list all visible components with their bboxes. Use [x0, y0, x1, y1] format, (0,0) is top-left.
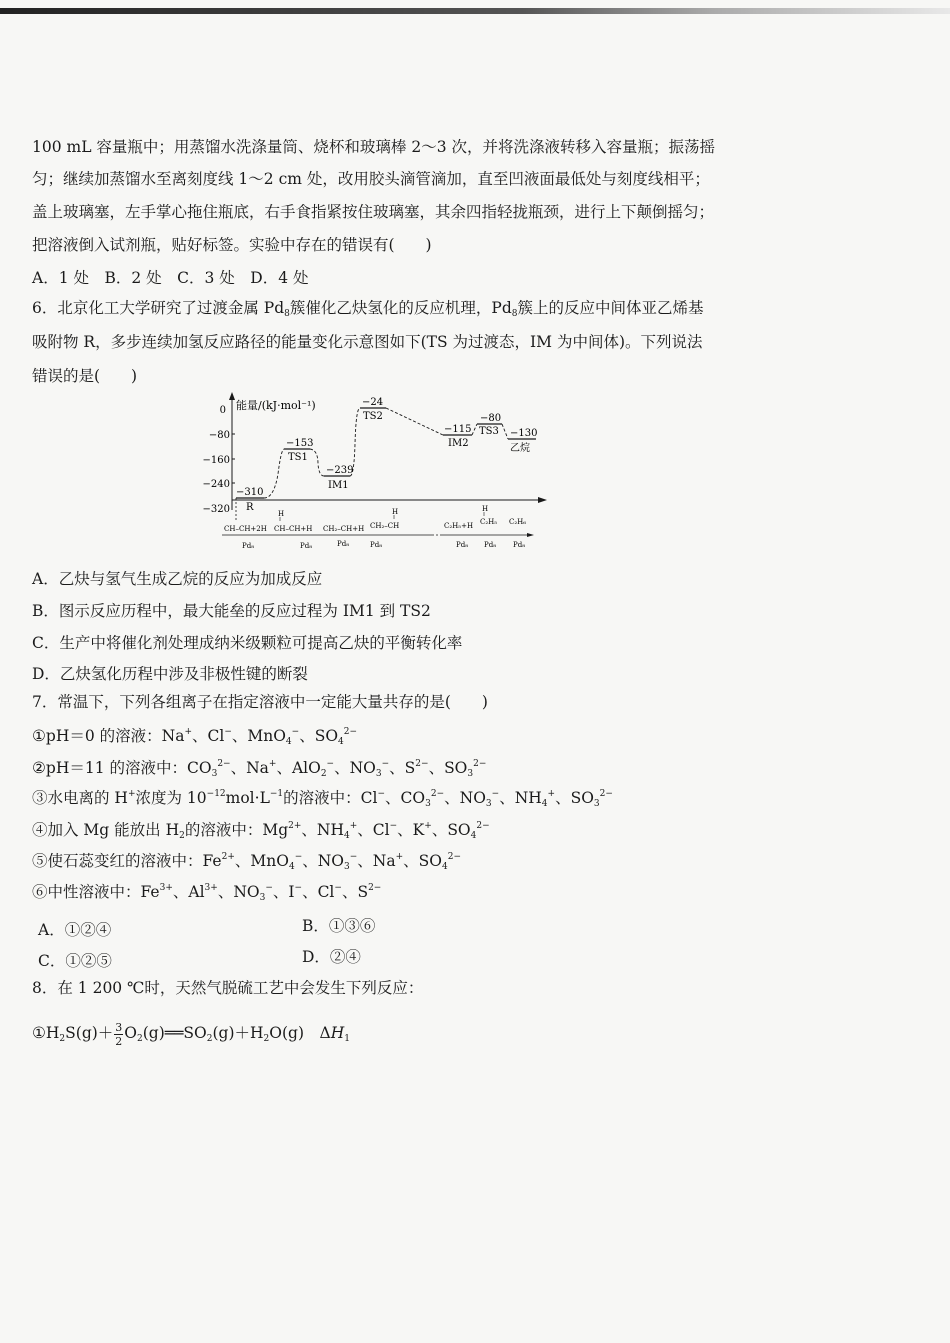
q5-line-4: 把溶液倒入试剂瓶，贴好标签。实验中存在的错误有( ): [32, 236, 432, 254]
ytick-minus160: −160: [202, 455, 230, 466]
q7-stem: 7．常温下，下列各组离子在指定溶液中一定能大量共存的是( ): [32, 693, 488, 711]
value-TS1: −153: [286, 438, 314, 449]
fraction-three-halves: $\frac{3}{2}$: [115, 1020, 123, 1048]
catalyst-7: Pd₈: [513, 541, 525, 549]
q7-option-a: A．①②④: [38, 921, 112, 939]
name-IM1: IM1: [328, 480, 349, 491]
species-7: C₂H₆: [509, 518, 527, 526]
value-IM1: −239: [326, 465, 354, 476]
y-axis-arrow: [229, 392, 235, 400]
species-3: CH₂–CH+H: [323, 525, 365, 533]
q6-stem-line-2: 吸附物 R，多步连续加氢反应路径的能量变化示意图如下(TS 为过渡态，IM 为中间体)。下列说法: [32, 333, 703, 351]
q6-option-a: A．乙炔与氢气生成乙烷的反应为加成反应: [32, 570, 323, 588]
name-IM2: IM2: [448, 438, 469, 449]
q6-option-b: B．图示反应历程中，最大能垒的反应过程为 IM1 到 TS2: [32, 602, 431, 620]
q8-reaction-1: $①H_2S(g)+$ $\frac{3}{2}$ $O_2(g)══SO_2(g)+H_2O(g)$ $\Delta H_1$: [32, 1020, 350, 1048]
species-5: C₂H₅+H: [444, 522, 474, 530]
name-TS2: TS2: [363, 411, 383, 422]
scan-top-border: [0, 8, 950, 14]
value-TS2: −24: [362, 397, 384, 408]
q8-stem: 8．在 1 200 ℃时，天然气脱硫工艺中会发生下列反应：: [32, 979, 424, 997]
ytick-minus80: −80: [208, 430, 230, 441]
y-axis-label: 能量/(kJ·mol⁻¹): [236, 399, 316, 412]
q7-item-4: ④加入 Mg 能放出 $H_2$的溶液中：$Mg^{2+}$、$NH_4^+$、Cl−、K+、$SO_4^{2-}$: [32, 821, 490, 841]
q7-option-c: C．①②⑤: [38, 952, 112, 970]
q6-stem-line-3: 错误的是( ): [32, 367, 138, 385]
q7-item-1: ①pH＝0 的溶液：Na+、Cl−、MnO$_4$−、$SO_4^{2-}$: [32, 727, 358, 747]
catalyst-2: Pd₈: [300, 542, 312, 550]
h-mark-3: H: [482, 505, 489, 513]
q7-item-2: ②pH＝11 的溶液中：$CO_3^{2-}$、Na+、AlO$_2$−、$NO_3^-$、$S^{2-}$、$SO_3^{2-}$: [32, 759, 487, 779]
energy-profile-diagram: [200, 390, 560, 552]
q6-stem-line-1: 6．北京化工大学研究了过渡金属 $Pd_8$簇催化乙炔氢化的反应机理，$Pd_8$簇上的反应中间体亚乙烯基: [32, 299, 704, 319]
catalyst-5: Pd₈: [456, 541, 468, 549]
q7-item-5: ⑤使石蕊变红的溶液中：$Fe^{2+}$、MnO$_4$−、$NO_3^-$、Na+、$SO_4^{2-}$: [32, 852, 461, 872]
q5-line-1: 100 mL 容量瓶中；用蒸馏水洗涤量筒、烧杯和玻璃棒 2～3 次，并将洗涤液转移入容量瓶；振荡摇: [32, 138, 716, 156]
species-2: CH–CH+H: [274, 525, 313, 533]
value-IM2: −115: [444, 424, 472, 435]
catalyst-6: Pd₈: [484, 541, 496, 549]
ytick-minus240: −240: [202, 479, 230, 490]
h-mark-1: H: [278, 510, 285, 518]
value-ethane: −130: [510, 428, 538, 439]
ytick-minus320: −320: [202, 504, 230, 515]
q5-line-2: 匀；继续加蒸馏水至离刻度线 1～2 cm 处，改用胶头滴管滴加，直至凹液面最低处与刻度线相平；: [32, 170, 710, 188]
name-R: R: [246, 502, 254, 513]
q6-option-d: D．乙炔氢化历程中涉及非极性键的断裂: [32, 665, 308, 683]
ytick-0: 0: [219, 405, 226, 416]
h-mark-2: H: [392, 508, 399, 516]
catalyst-4: Pd₈: [370, 541, 382, 549]
name-ethane: 乙烷: [510, 443, 530, 454]
catalyst-3: Pd₈: [337, 540, 349, 548]
species-4: CH₂–CH: [370, 522, 400, 530]
value-TS3: −80: [480, 413, 502, 424]
species-1: CH–CH+2H: [224, 525, 267, 533]
value-R: −310: [236, 487, 264, 498]
q6-option-c: C．生产中将催化剂处理成纳米级颗粒可提高乙炔的平衡转化率: [32, 634, 463, 652]
q7-option-b: B．①③⑥: [302, 917, 376, 935]
name-TS1: TS1: [288, 452, 308, 463]
q7-item-3: ③水电离的 H+浓度为 $10^{-12}mol\cdot L^{-1}$的溶液中：Cl−、$CO_3^{2-}$、$NO_3^-$、$NH_4^+$、$SO_3^{2-}$: [32, 789, 613, 809]
q7-item-6: ⑥中性溶液中：$Fe^{3+}$、$Al^{3+}$、$NO_3^-$、I−、Cl−、$S^{2-}$: [32, 883, 382, 903]
name-TS3: TS3: [479, 426, 499, 437]
catalyst-1: Pd₈: [242, 542, 254, 550]
x-axis-arrow: [538, 497, 547, 503]
q7-option-d: D．②④: [302, 948, 361, 966]
q5-line-3: 盖上玻璃塞，左手掌心拖住瓶底，右手食指紧按住玻璃塞，其余四指轻拢瓶颈，进行上下颠倒摇匀；: [32, 203, 715, 221]
q5-options: A．1 处 B．2 处 C．3 处 D．4 处: [32, 269, 309, 287]
species-6: C₂H₅: [480, 518, 498, 526]
